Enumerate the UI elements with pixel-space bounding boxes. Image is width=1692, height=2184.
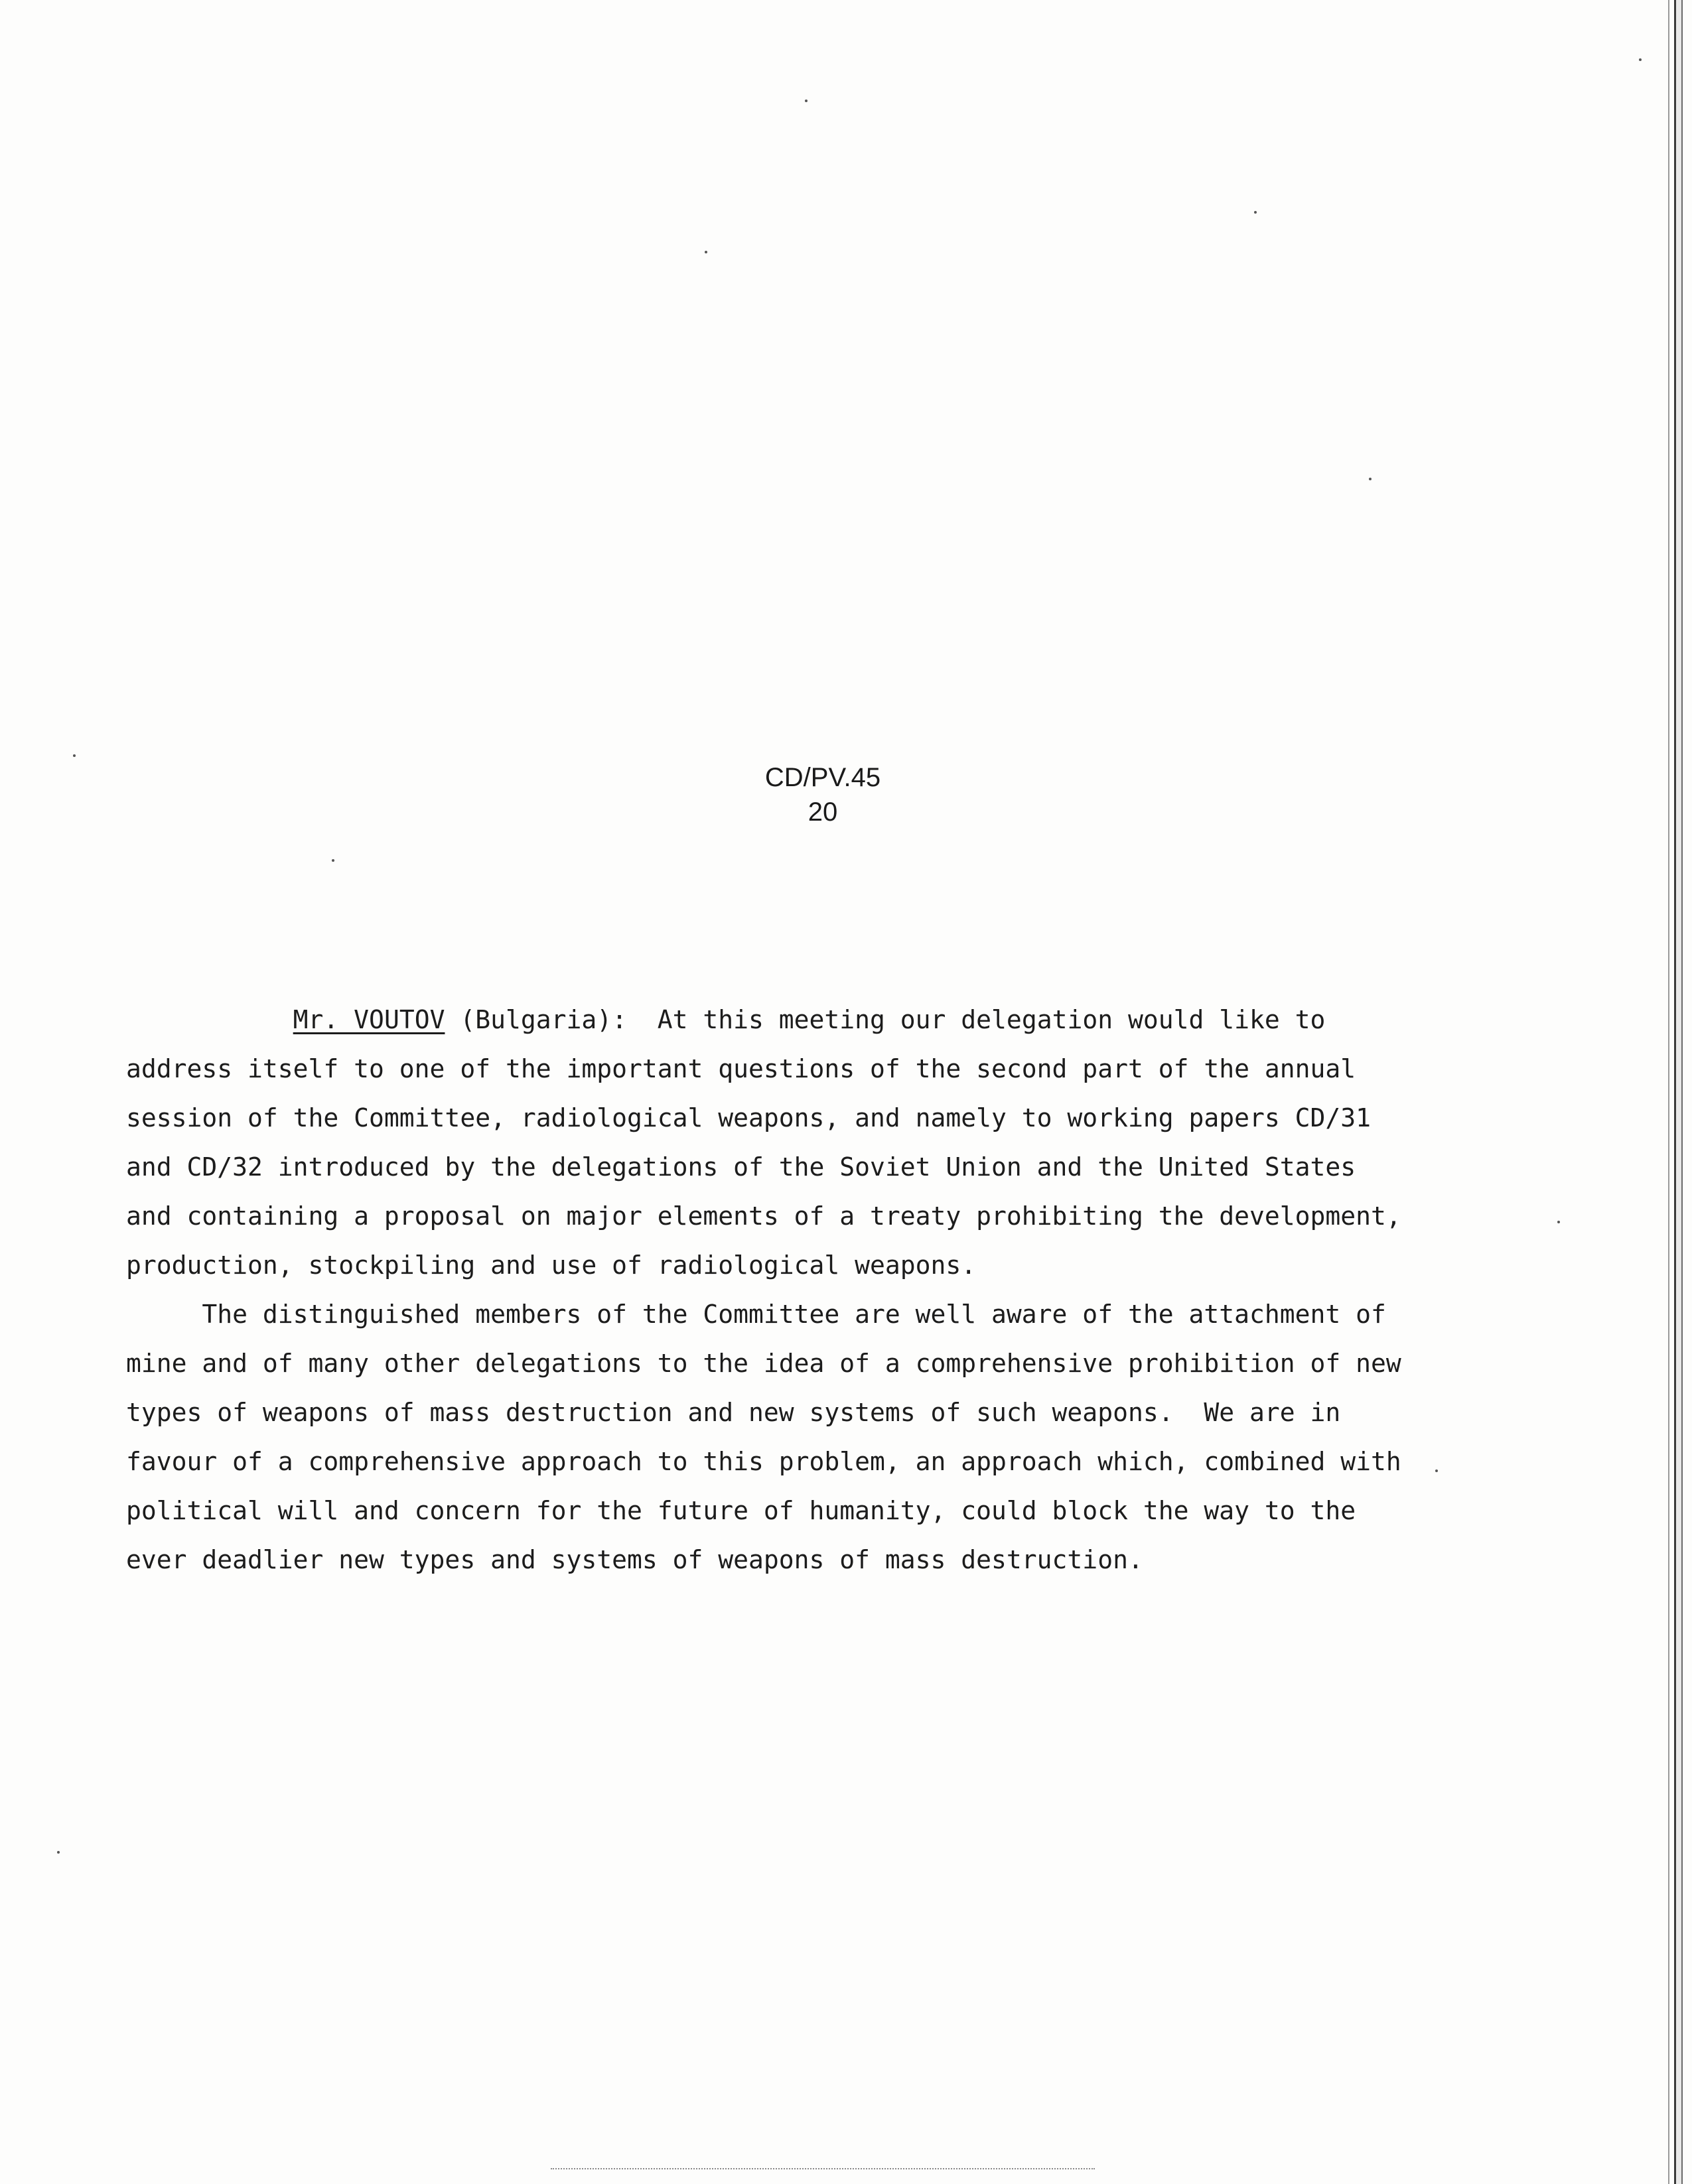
text-line: political will and concern for the future of humanity, could block the way to the: [126, 1496, 1356, 1525]
scan-speck: [1435, 1469, 1438, 1472]
text-line: The distinguished members of the Committee are well aware of the attachment of: [126, 1300, 1386, 1329]
paragraph-2: [126, 1290, 1519, 1584]
bottom-scan-line: [551, 2168, 1095, 2171]
scan-speck: [1369, 478, 1372, 480]
text-line-content: (Bulgaria): At this meeting our delegation would like to: [445, 1005, 1326, 1034]
scan-speck: [1557, 1221, 1560, 1223]
scan-speck: [805, 100, 808, 102]
scan-speck: [1639, 58, 1642, 61]
binding-edge: [1674, 0, 1683, 2184]
binding-edge-inner: [1668, 0, 1669, 2184]
document-symbol: CD/PV.45: [764, 763, 881, 792]
page-header: [664, 760, 982, 829]
scan-speck: [57, 1851, 60, 1854]
text-line: production, stockpiling and use of radiological weapons.: [126, 1251, 977, 1280]
text-line: session of the Committee, radiological weapons, and namely to working papers CD/31: [126, 1103, 1371, 1132]
scan-speck: [73, 754, 76, 757]
text-line: types of weapons of mass destruction and new systems of such weapons. We are in: [126, 1398, 1341, 1427]
scan-speck: [332, 859, 334, 862]
scan-speck: [1254, 211, 1257, 214]
text-line: address itself to one of the important questions of the second part of the annual: [126, 1054, 1356, 1083]
text-line: mine and of many other delegations to the idea of a comprehensive prohibition of new: [126, 1349, 1401, 1378]
text-line: and containing a proposal on major elements of a treaty prohibiting the development,: [126, 1201, 1401, 1231]
paragraph-1: [126, 995, 1519, 1290]
text-line: ever deadlier new types and systems of weapons of mass destruction.: [126, 1545, 1143, 1574]
text-line: and CD/32 introduced by the delegations of the Soviet Union and the United States: [126, 1152, 1356, 1182]
statement-body: [126, 995, 1519, 1584]
text-line: favour of a comprehensive approach to this problem, an approach which, combined with: [126, 1447, 1401, 1476]
scan-speck: [705, 251, 707, 253]
speaker-name: Mr. VOUTOV: [293, 1005, 445, 1034]
page-number: 20: [808, 797, 838, 827]
text-line: [126, 995, 1519, 1044]
